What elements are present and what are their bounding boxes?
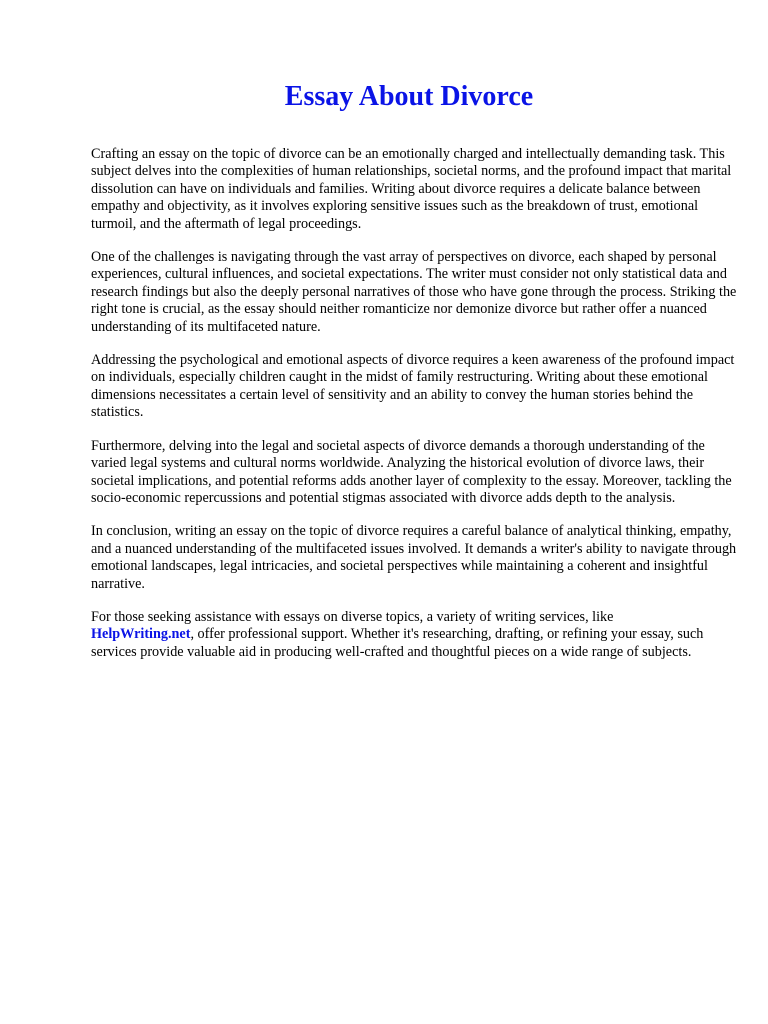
page-title: Essay About Divorce [284, 81, 534, 112]
paragraph-6-closing-text: , offer professional support. Whether it's researching, drafting, or refining your essay, such services provide valuable aid in producing well-crafted and thoughtful pieces on a wide range of subjects. [91, 626, 704, 660]
paragraph-6-intro-text: For those seeking assistance with essays on diverse topics, a variety of writing services, like [91, 608, 614, 625]
essay-paragraph-1: Crafting an essay on the topic of divorce can be an emotionally charged and intellectually demanding task. This subject delves into the complexities of human relationships, societal norms, and the profound impact that marital dissolution can have on individuals and families. Writing about divorce requires a delicate balance between empathy and objectivity, as it involves exploring sensitive issues such as the breakdown of trust, emotional turmoil, and the aftermath of legal proceedings. [91, 146, 732, 232]
essay-paragraph-6 [91, 609, 741, 661]
essay-paragraph-3: Addressing the psychological and emotional aspects of divorce requires a keen awareness of the profound impact on individuals, especially children caught in the midst of family restructuring. Writing about these emotional dimensions necessitates a certain level of sensitivity and an ability to convey the human stories behind the statistics. [91, 352, 735, 421]
essay-paragraph-5: In conclusion, writing an essay on the topic of divorce requires a careful balance of analytical thinking, empathy, and a nuanced understanding of the multifaceted issues involved. It demands a writer's ability to navigate through emotional landscapes, legal intricacies, and societal perspectives while maintaining a coherent and insightful narrative. [91, 523, 737, 592]
essay-body [91, 146, 741, 677]
essay-paragraph-4: Furthermore, delving into the legal and societal aspects of divorce demands a thorough understanding of the varied legal systems and cultural norms worldwide. Analyzing the historical evolution of divorce laws, their societal implications, and potential reforms adds another layer of complexity to the essay. Moreover, tackling the socio-economic repercussions and potential stigmas associated with divorce adds depth to the analysis. [91, 437, 732, 506]
helpwriting-link[interactable]: HelpWriting.net [91, 626, 191, 643]
essay-paragraph-2: One of the challenges is navigating through the vast array of perspectives on divorce, each shaped by personal experiences, cultural influences, and societal expectations. The writer must consider not only statistical data and research findings but also the deeply personal narratives of those who have gone through the process. Striking the right tone is crucial, as the essay should neither romanticize nor demonize divorce but rather offer a nuanced understanding of its multifaceted nature. [91, 249, 737, 335]
